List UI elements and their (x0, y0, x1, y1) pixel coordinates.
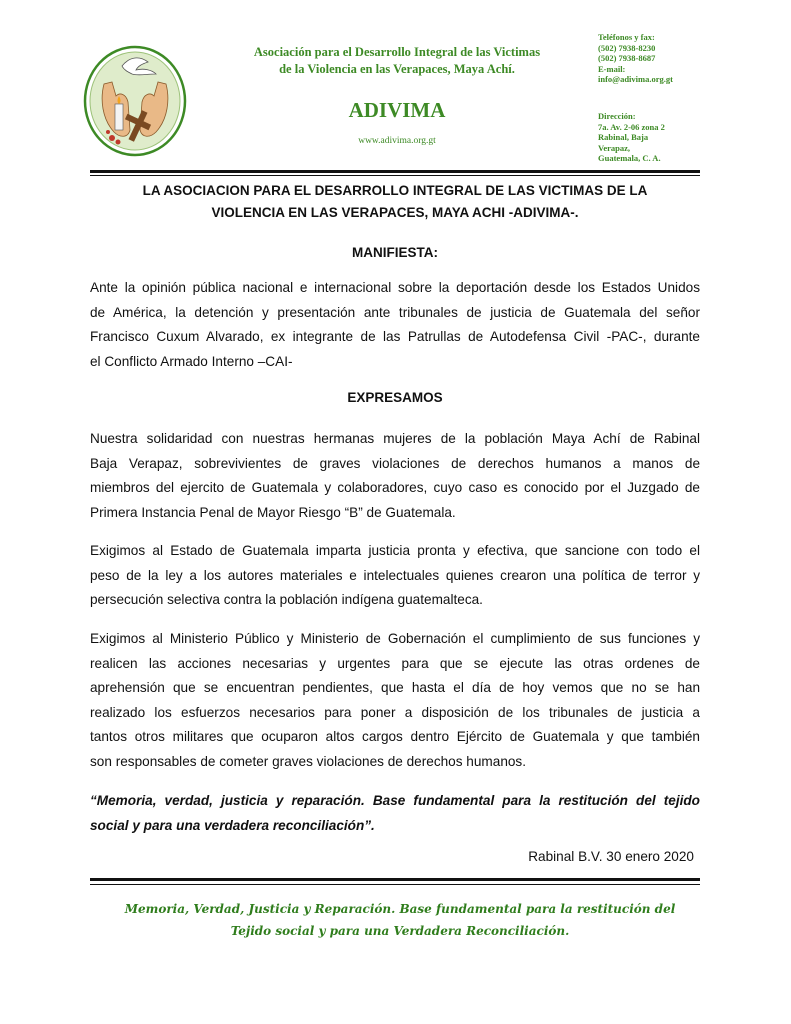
address-block (598, 111, 748, 164)
paragraph-line: peso de la ley a los autores materiales e intelectuales quienes crearon una política de terror y (90, 567, 700, 583)
paragraph-demand-state (90, 539, 700, 613)
address-line2: Rabinal, Baja (598, 132, 649, 143)
phone-1: (502) 7938-8230 (598, 42, 656, 53)
footer-motto-line2: Tejido social y para una Verdadera Reconciliación. (230, 924, 570, 938)
document-title-line1: LA ASOCIACION PARA EL DESARROLLO INTEGRAL DE LAS VICTIMAS DE LA (142, 183, 648, 198)
paragraph-demand-ministries (90, 627, 700, 774)
footer-divider-thick (90, 878, 700, 881)
document-title-line2: VIOLENCIA EN LAS VERAPACES, MAYA ACHI -ADIVIMA-. (211, 205, 579, 220)
paragraph-line: Nuestra solidaridad con nuestras hermanas mujeres de la población Maya Achí de Rabinal (90, 431, 700, 446)
org-name-line1: Asociación para el Desarrollo Integral de las Victimas (253, 45, 541, 59)
paragraph-line: Exigimos al Estado de Guatemala imparta justicia pronta y efectiva, que sancione con todo el (90, 543, 700, 558)
address-line3: Verapaz, (598, 142, 631, 153)
phone-2: (502) 7938-8687 (598, 53, 656, 64)
paragraph-line: Ante la opinión pública nacional e internacional sobre la deportación desde los Estados Unidos (90, 280, 700, 295)
document-title (90, 180, 700, 224)
paragraph-intro (90, 276, 700, 374)
paragraph-line: realizado los esfuerzos necesarios para poner a disposición de los tribunales de justicia a (90, 704, 700, 720)
paragraph-line: tantos otros militares que ocuparon altos cargos dentro Ejército de Guatemala y que también (90, 729, 700, 744)
paragraph-solidarity (90, 427, 700, 525)
paragraph-line: aprehensión que se encuentran pendientes, que hasta el día de hoy vemos que no se han (90, 680, 700, 695)
adivima-logo (82, 44, 188, 158)
footer-motto-line1: Memoria, Verdad, Justicia y Reparación. Base fundamental para la restitución del (124, 902, 676, 916)
phone-label: Teléfonos y fax: (598, 32, 655, 42)
address-label: Dirección: (598, 111, 636, 121)
paragraph-line: Francisco Cuxum Alvarado, ex integrante de las Patrullas de Autodefensa Civil -PAC-, durante (90, 329, 700, 344)
email-label: E-mail: (598, 63, 626, 74)
quote-line: “Memoria, verdad, justicia y reparación. Base fundamental para la restitución del tejido (90, 793, 700, 808)
address-line1: 7a. Av. 2-06 zona 2 (598, 121, 665, 132)
dateline: Rabinal B.V. 30 enero 2020 (528, 849, 694, 864)
closing-quote (90, 789, 700, 838)
paragraph-line: Primera Instancia Penal de Mayor Riesgo “B” de Guatemala. (90, 504, 456, 520)
header-divider-thin (90, 175, 700, 176)
org-acronym: ADIVIMA (348, 98, 446, 122)
org-website[interactable]: www.adivima.org.gt (358, 136, 436, 146)
paragraph-line: de América, la detención y presentación ante tribunales de justicia de Guatemala del señor (90, 304, 700, 320)
quote-line: social y para una verdadera reconciliación”. (90, 817, 375, 833)
paragraph-line: persecución selectiva contra la población indígena guatemalteca. (90, 592, 483, 607)
heading-manifiesta: MANIFIESTA: (352, 245, 438, 260)
org-name (222, 44, 572, 78)
paragraph-line: realicen las acciones necesarias y urgentes para que se ejecute las otras ordenes de (90, 655, 700, 671)
paragraph-line: el Conflicto Armado Interno –CAI- (90, 353, 293, 369)
header-divider-thick (90, 170, 700, 173)
footer-motto (120, 898, 680, 942)
footer-divider-thin (90, 884, 700, 885)
paragraph-line: Exigimos al Ministerio Público y Ministerio de Gobernación el cumplimiento de sus funciones y (90, 631, 700, 646)
paragraph-line: Baja Verapaz, sobrevivientes de graves violaciones de derechos humanos a manos de (90, 455, 700, 471)
heading-expresamos: EXPRESAMOS (347, 390, 443, 405)
contact-block (598, 32, 748, 85)
paragraph-line: son responsables de cometer graves violaciones de derechos humanos. (90, 753, 527, 769)
email-address[interactable]: info@adivima.org.gt (598, 74, 673, 85)
address-line4: Guatemala, C. A. (598, 153, 661, 164)
paragraph-line: miembros del ejercito de Guatemala y colaboradores, cuyo caso es conocido por el Juzgado de (90, 480, 700, 495)
org-name-line2: de la Violencia en las Verapaces, Maya Achí. (279, 62, 515, 76)
